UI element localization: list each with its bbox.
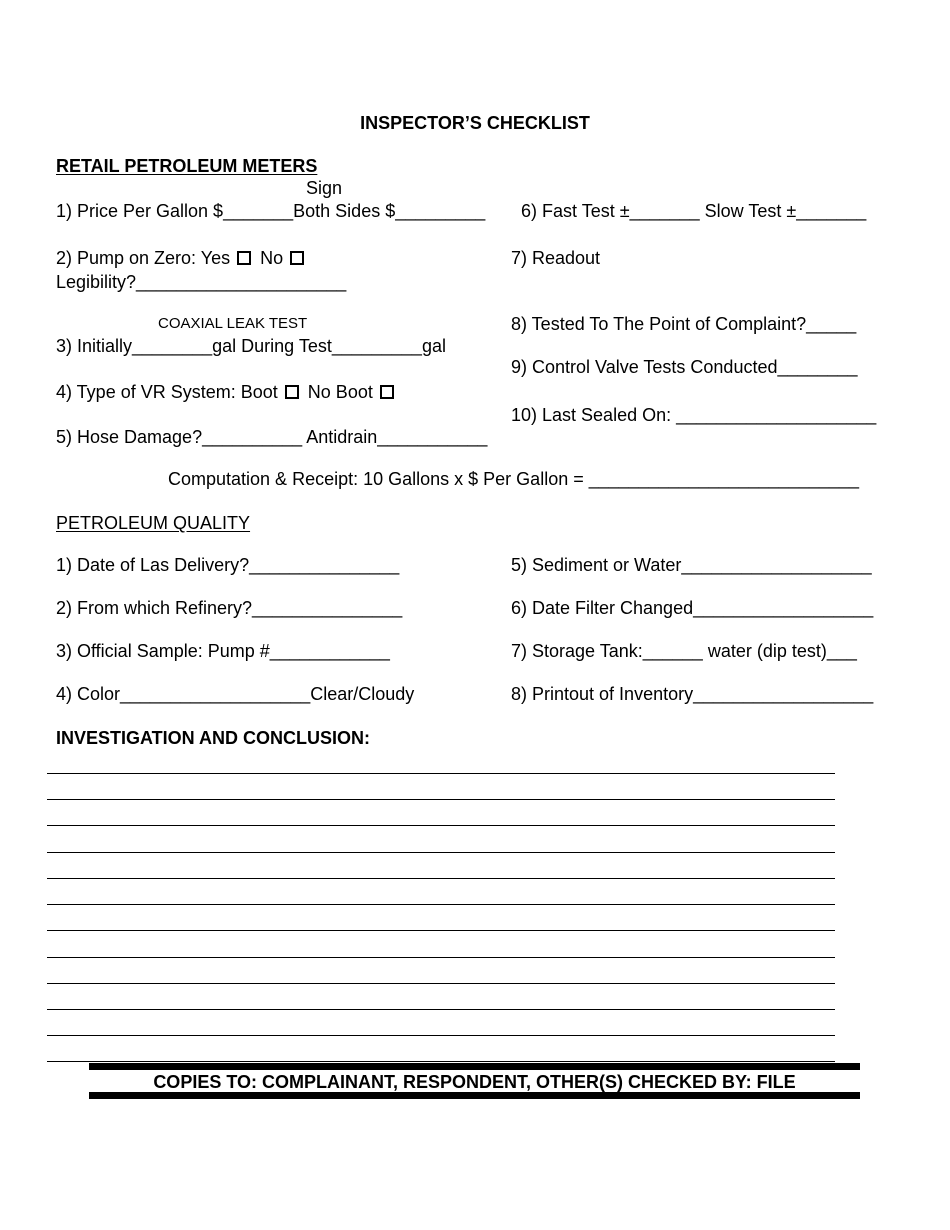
vr-system-label: 4) Type of VR System: Boot <box>56 382 278 402</box>
no-label: No <box>260 248 284 268</box>
item-vr-system <box>56 383 398 401</box>
item-pump-on-zero <box>56 249 308 267</box>
no-checkbox[interactable] <box>290 251 304 265</box>
quality-item-storage-tank: 7) Storage Tank:______ water (dip test)___ <box>511 641 857 661</box>
writing-line[interactable] <box>47 773 835 774</box>
item-fast-slow-test: 6) Fast Test ±_______ Slow Test ±_______ <box>521 201 867 221</box>
footer-bottom-bar <box>89 1092 860 1099</box>
item-readout: 7) Readout <box>511 248 601 268</box>
quality-item-filter-changed: 6) Date Filter Changed__________________ <box>511 598 874 618</box>
quality-item-color: 4) Color___________________Clear/Cloudy <box>56 684 415 704</box>
item-price-per-gallon: 1) Price Per Gallon $_______Both Sides $_________ <box>56 201 486 221</box>
writing-line[interactable] <box>47 878 835 879</box>
writing-line[interactable] <box>47 1035 835 1036</box>
item-control-valve-tests: 9) Control Valve Tests Conducted________ <box>511 357 858 377</box>
writing-line[interactable] <box>47 799 835 800</box>
quality-item-last-delivery: 1) Date of Las Delivery?_______________ <box>56 555 400 575</box>
writing-line[interactable] <box>47 825 835 826</box>
item-last-sealed-on: 10) Last Sealed On: ____________________ <box>511 405 877 425</box>
item-hose-damage: 5) Hose Damage?__________ Antidrain___________ <box>56 427 488 447</box>
quality-item-printout-inventory: 8) Printout of Inventory__________________ <box>511 684 874 704</box>
no-boot-checkbox[interactable] <box>380 385 394 399</box>
coaxial-leak-test-label: COAXIAL LEAK TEST <box>158 315 308 332</box>
page-title: INSPECTOR’S CHECKLIST <box>360 113 590 133</box>
item-legibility: Legibility?_____________________ <box>56 272 347 292</box>
sign-label: Sign <box>306 178 343 198</box>
quality-item-official-sample: 3) Official Sample: Pump #____________ <box>56 641 390 661</box>
section-heading-meters: RETAIL PETROLEUM METERS <box>56 156 318 176</box>
writing-line[interactable] <box>47 1009 835 1010</box>
footer-top-bar <box>89 1063 860 1070</box>
section-heading-quality: PETROLEUM QUALITY <box>56 513 251 533</box>
item-coaxial-leak-test: 3) Initially________gal During Test_________gal <box>56 336 446 356</box>
writing-line[interactable] <box>47 930 835 931</box>
writing-line[interactable] <box>47 852 835 853</box>
pump-on-zero-label: 2) Pump on Zero: Yes <box>56 248 231 268</box>
no-boot-label: No Boot <box>307 382 373 402</box>
investigation-heading: INVESTIGATION AND CONCLUSION: <box>56 728 370 748</box>
item-tested-point-of-complaint: 8) Tested To The Point of Complaint?_____ <box>511 314 857 334</box>
copies-to-line: COPIES TO: COMPLAINANT, RESPONDENT, OTHER(S) CHECKED BY: FILE <box>153 1072 796 1092</box>
writing-line[interactable] <box>47 1061 835 1062</box>
yes-checkbox[interactable] <box>237 251 251 265</box>
quality-item-sediment: 5) Sediment or Water___________________ <box>511 555 872 575</box>
writing-line[interactable] <box>47 983 835 984</box>
boot-checkbox[interactable] <box>285 385 299 399</box>
computation-receipt: Computation & Receipt: 10 Gallons x $ Per Gallon = ___________________________ <box>168 469 860 489</box>
quality-item-refinery: 2) From which Refinery?_______________ <box>56 598 403 618</box>
writing-line[interactable] <box>47 957 835 958</box>
writing-line[interactable] <box>47 904 835 905</box>
